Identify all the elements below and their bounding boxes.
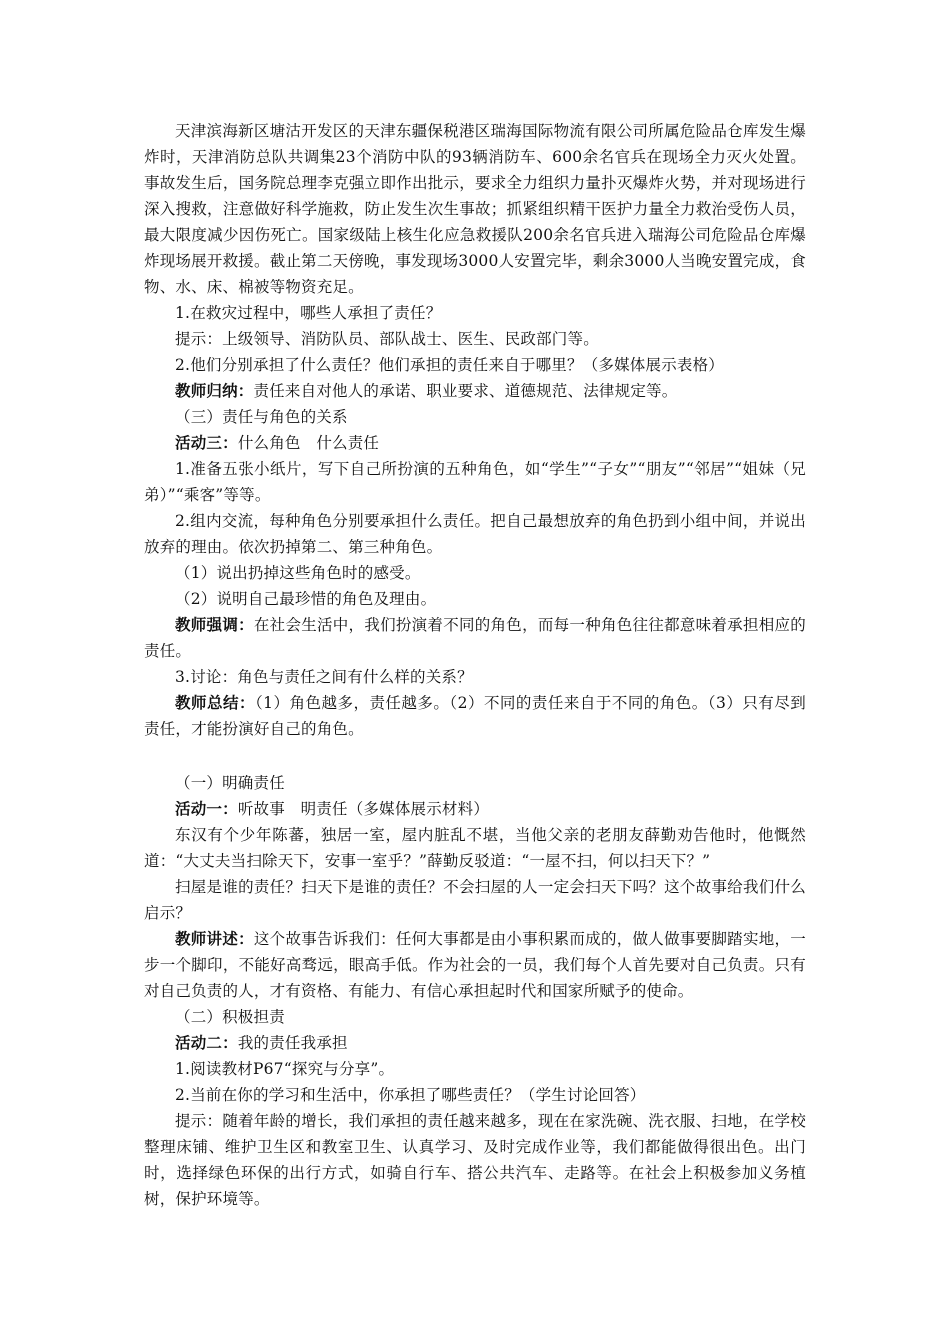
activity-3-step-1: 1.准备五张小纸片，写下自己所扮演的五种角色，如“学生”“子女”“朋友”“邻居”“姐妹（兄弟）”“乘客”等等。 (144, 460, 806, 504)
intro-paragraph: 天津滨海新区塘沽开发区的天津东疆保税港区瑞海国际物流有限公司所属危险品仓库发生爆炸时，天津消防总队共调集23个消防中队的93辆消防车、600余名官兵在现场全力灭火处置。事故发生后，国务院总理李克强立即作出批示，要求全力组织力量扑灭爆炸火势，并对现场进行深入搜救，注意做好科学施救，防止发生次生事故；抓紧组织精干医护力量全力救治受伤人员，最大限度减少因伤死亡。国家级陆上核生化应急救援队200余名官兵进入瑞海公司危险品仓库爆炸现场展开救援。截止第二天傍晚，事发现场3000人安置完毕，剩余3000人当晚安置完成，食物、水、床、棉被等物资充足。 (144, 122, 806, 296)
story-question: 扫屋是谁的责任？扫天下是谁的责任？不会扫屋的人一定会扫天下吗？这个故事给我们什么启示？ (144, 878, 806, 922)
teacher-explain-label: 教师讲述： (175, 929, 254, 948)
document-body (144, 118, 806, 1212)
activity-2 (144, 1030, 806, 1056)
activity-3-step-3: 3.讨论：角色与责任之间有什么样的关系？ (175, 668, 473, 686)
activity-3-sub-2: （2）说明自己最珍惜的角色及理由。 (175, 590, 437, 608)
activity-3-step-2: 2.组内交流，每种角色分别要承担什么责任。把自己最想放弃的角色扔到小组中间，并说出放弃的理由。依次扔掉第二、第三种角色。 (144, 512, 806, 556)
teacher-summary-label: 教师归纳： (175, 381, 254, 400)
story-paragraph: 东汉有个少年陈蕃，独居一室，屋内脏乱不堪，当他父亲的老朋友薛勤劝告他时，他慨然道：“大丈夫当扫除天下，安事一室乎？”薛勤反驳道：“一屋不扫，何以扫天下？” (144, 826, 806, 870)
hint-1: 提示：上级领导、消防队员、部队战士、医生、民政部门等。 (175, 330, 599, 348)
teacher-summary-text: 责任来自对他人的承诺、职业要求、道德规范、法律规定等。 (253, 382, 678, 400)
activity-2-label: 活动二： (175, 1033, 238, 1052)
teacher-emphasis-label: 教师强调： (175, 615, 254, 634)
section-spacer (144, 742, 806, 770)
activity-3-label: 活动三： (175, 433, 238, 452)
activity-2-step-2: 2.当前在你的学习和生活中，你承担了哪些责任？（学生讨论回答） (175, 1086, 646, 1104)
activity-1 (144, 796, 806, 822)
activity-1-label: 活动一： (175, 799, 238, 818)
activity-2-step-1: 1.阅读教材P67“探究与分享”。 (175, 1060, 395, 1078)
teacher-explain-text: 这个故事告诉我们：任何大事都是由小事积累而成的，做人做事要脚踏实地，一步一个脚印，不能好高骛远，眼高手低。作为社会的一员，我们每个人首先要对自己负责。只有对自己负责的人，才有资格、有能力、有信心承担起时代和国家所赋予的使命。 (144, 930, 806, 1000)
activity-3 (144, 430, 806, 456)
teacher-explain (144, 926, 806, 1004)
section-1-title: （一）明确责任 (175, 774, 285, 792)
activity-3-sub-1: （1）说出扔掉这些角色时的感受。 (175, 564, 421, 582)
teacher-conclusion-text: （1）角色越多，责任越多。（2）不同的责任来自于不同的角色。（3）只有尽到责任，才能扮演好自己的角色。 (144, 694, 806, 738)
activity-3-text: 什么角色 什么责任 (237, 434, 380, 452)
activity-1-text: 听故事 明责任（多媒体展示材料） (237, 800, 490, 818)
teacher-summary (144, 378, 806, 404)
question-2: 2.他们分别承担了什么责任？他们承担的责任来自于哪里？（多媒体展示表格） (175, 356, 724, 374)
hint-2: 提示：随着年龄的增长，我们承担的责任越来越多，现在在家洗碗、洗衣服、扫地，在学校整理床铺、维护卫生区和教室卫生、认真学习、及时完成作业等，我们都能做得很出色。出门时，选择绿色环保的出行方式，如骑自行车、搭公共汽车、走路等。在社会上积极参加义务植树，保护环境等。 (144, 1112, 806, 1208)
question-1: 1.在救灾过程中，哪些人承担了责任？ (175, 304, 442, 322)
section-3-title: （三）责任与角色的关系 (175, 408, 348, 426)
section-2-title: （二）积极担责 (175, 1008, 285, 1026)
teacher-conclusion (144, 690, 806, 742)
teacher-conclusion-label: 教师总结： (175, 693, 255, 712)
teacher-emphasis-text: 在社会生活中，我们扮演着不同的角色，而每一种角色往往都意味着承担相应的责任。 (144, 616, 806, 660)
teacher-emphasis (144, 612, 806, 664)
activity-2-text: 我的责任我承担 (237, 1034, 348, 1052)
